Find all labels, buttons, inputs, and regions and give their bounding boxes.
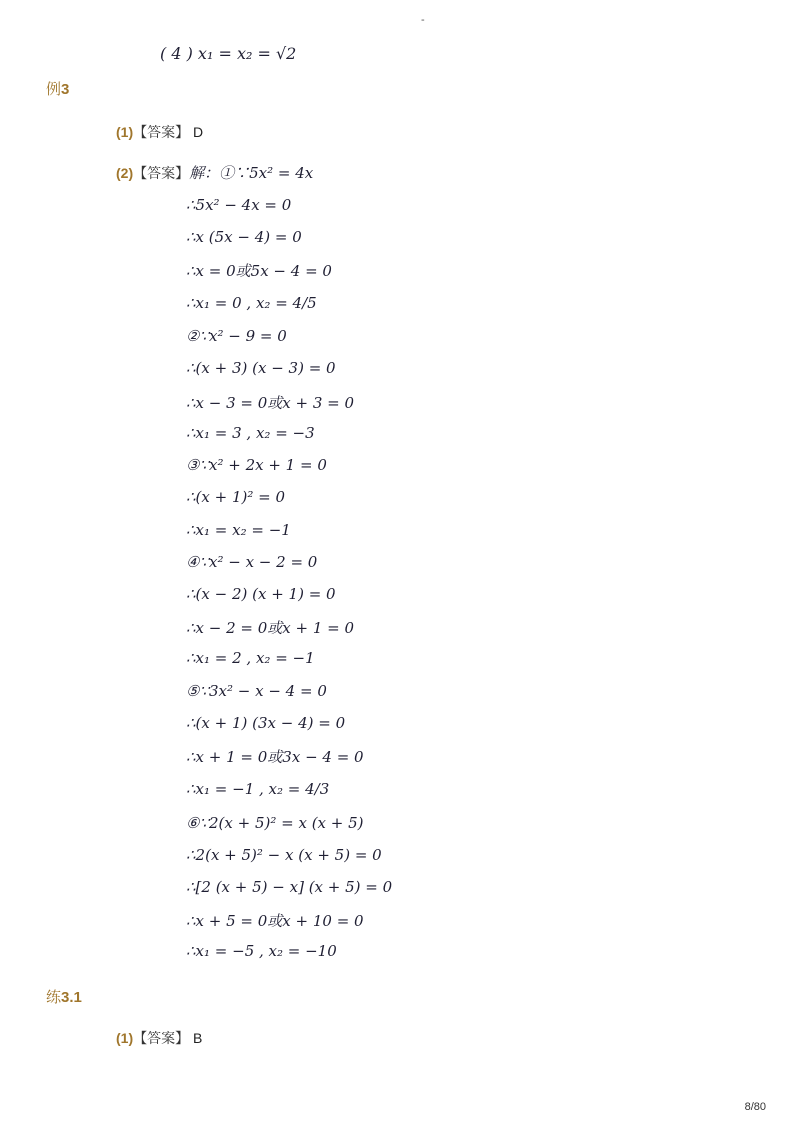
exercise-3-1-q1-answer	[116, 1028, 202, 1048]
answer-tag: 【答案】	[133, 1030, 190, 1046]
question-number: (2)	[116, 165, 134, 181]
solution-line: ∴[2 (x + 5) − x] (x + 5) = 0	[186, 878, 393, 896]
answer-value: B	[193, 1030, 203, 1046]
heading-prefix: 练	[46, 989, 62, 1006]
answer-value: 解：①∵5x² = 4x	[189, 164, 314, 182]
solution-line: ⑥∵2(x + 5)² = x (x + 5)	[186, 814, 364, 832]
exercise-3-1-heading	[46, 986, 82, 1007]
answer-tag: 【答案】	[133, 165, 190, 181]
answer-value: D	[193, 124, 204, 140]
example-3-heading	[46, 78, 69, 99]
solution-line: ∴x − 3 = 0或x + 3 = 0	[186, 394, 355, 412]
solution-line: ∴x₁ = x₂ = −1	[186, 521, 291, 539]
solution-line: ∴x₁ = 3 , x₂ = −3	[186, 424, 315, 442]
solution-line: ∴(x − 2) (x + 1) = 0	[186, 585, 336, 603]
example-3-q1-answer	[116, 122, 203, 142]
solution-line: ∴x + 1 = 0或3x − 4 = 0	[186, 748, 364, 766]
solution-line: ∴x₁ = −5 , x₂ = −10	[186, 942, 337, 960]
solution-line: ∴x₁ = 2 , x₂ = −1	[186, 649, 315, 667]
solution-line: ∴x (5x − 4) = 0	[186, 228, 302, 246]
example-3-q2-answer	[116, 162, 313, 183]
solution-line: ∴2(x + 5)² − x (x + 5) = 0	[186, 846, 382, 864]
heading-prefix: 例	[46, 81, 62, 98]
solution-line: ∴(x + 3) (x − 3) = 0	[186, 359, 336, 377]
answer-tag: 【答案】	[133, 124, 190, 140]
solution-line: ∴x − 2 = 0或x + 1 = 0	[186, 619, 355, 637]
page-number: 8/80	[744, 1101, 766, 1113]
heading-number: 3	[61, 81, 70, 98]
question-number: (1)	[116, 1030, 134, 1046]
question-number: (1)	[116, 124, 134, 140]
solution-line: ∴x₁ = 0 , x₂ = 4/5	[186, 294, 317, 312]
solution-line: ∴(x + 1) (3x − 4) = 0	[186, 714, 346, 732]
previous-answer-line: ( 4 ) x₁ = x₂ = √2	[160, 44, 297, 63]
solution-line: ⑤∵3x² − x − 4 = 0	[186, 682, 327, 700]
header-mark: -	[421, 14, 425, 26]
solution-line: ②∵x² − 9 = 0	[186, 327, 287, 345]
solution-line: ∴(x + 1)² = 0	[186, 488, 286, 506]
solution-line: ∴x + 5 = 0或x + 10 = 0	[186, 912, 364, 930]
solution-line: ④∵x² − x − 2 = 0	[186, 553, 318, 571]
heading-number: 3.1	[61, 989, 82, 1006]
solution-line: ③∵x² + 2x + 1 = 0	[186, 456, 327, 474]
solution-line: ∴x₁ = −1 , x₂ = 4/3	[186, 780, 330, 798]
solution-line: ∴x = 0或5x − 4 = 0	[186, 262, 332, 280]
solution-line: ∴5x² − 4x = 0	[186, 196, 292, 214]
